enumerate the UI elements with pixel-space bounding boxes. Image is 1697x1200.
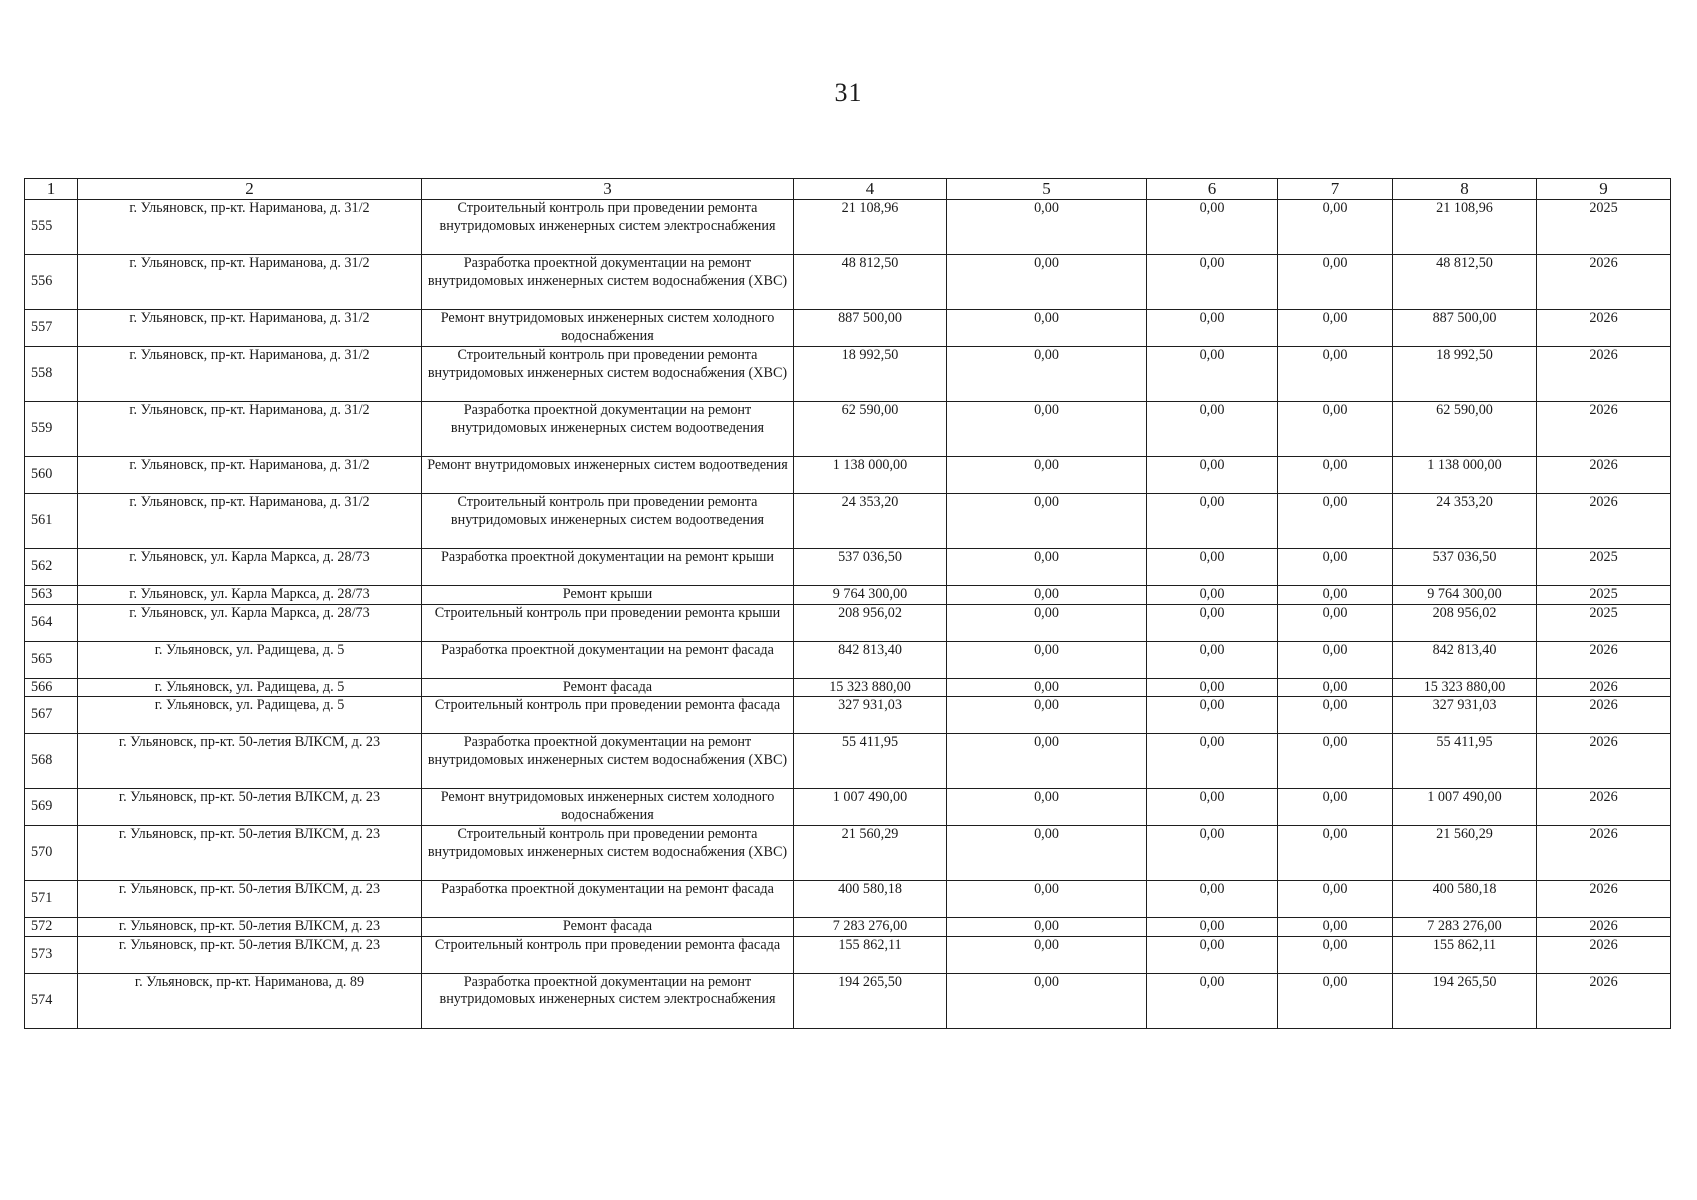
amount-col7-cell: 0,00 [1278,347,1393,402]
amount-col6-cell: 0,00 [1147,402,1278,457]
amount-col5-cell: 0,00 [947,826,1147,881]
address-cell: г. Ульяновск, пр-кт. 50-летия ВЛКСМ, д. 23 [78,918,422,937]
amount-col5-cell: 0,00 [947,734,1147,789]
year-cell: 2025 [1537,549,1671,586]
row-number-cell: 566 [25,678,78,697]
table-header-row [25,179,1671,200]
year-cell: 2026 [1537,641,1671,678]
amount-col5-cell: 0,00 [947,918,1147,937]
column-header: 5 [947,179,1147,200]
row-number-cell: 570 [25,826,78,881]
work-type-cell: Ремонт фасада [422,678,794,697]
amount-col6-cell: 0,00 [1147,734,1278,789]
address-cell: г. Ульяновск, пр-кт. Нариманова, д. 31/2 [78,347,422,402]
address-cell: г. Ульяновск, ул. Карла Маркса, д. 28/73 [78,604,422,641]
table-row [25,310,1671,347]
amount-col6-cell: 0,00 [1147,678,1278,697]
amount-col5-cell: 0,00 [947,200,1147,255]
table-row [25,918,1671,937]
year-cell: 2026 [1537,789,1671,826]
row-number-cell: 563 [25,586,78,605]
amount-col5-cell: 0,00 [947,973,1147,1028]
address-cell: г. Ульяновск, ул. Радищева, д. 5 [78,641,422,678]
address-cell: г. Ульяновск, ул. Радищева, д. 5 [78,678,422,697]
table-row [25,347,1671,402]
amount-col6-cell: 0,00 [1147,789,1278,826]
amount-col7-cell: 0,00 [1278,734,1393,789]
amount-col7-cell: 0,00 [1278,973,1393,1028]
amount-col4-cell: 62 590,00 [794,402,947,457]
work-type-cell: Разработка проектной документации на ремонт фасада [422,881,794,918]
year-cell: 2025 [1537,200,1671,255]
table-row [25,586,1671,605]
address-cell: г. Ульяновск, ул. Карла Маркса, д. 28/73 [78,586,422,605]
works-table [24,178,1671,1029]
address-cell: г. Ульяновск, пр-кт. Нариманова, д. 31/2 [78,494,422,549]
row-number-cell: 560 [25,457,78,494]
amount-col7-cell: 0,00 [1278,641,1393,678]
address-cell: г. Ульяновск, пр-кт. 50-летия ВЛКСМ, д. 23 [78,734,422,789]
row-number-cell: 572 [25,918,78,937]
column-header: 4 [794,179,947,200]
year-cell: 2026 [1537,310,1671,347]
work-type-cell: Ремонт фасада [422,918,794,937]
row-number-cell: 565 [25,641,78,678]
amount-col7-cell: 0,00 [1278,494,1393,549]
amount-col7-cell: 0,00 [1278,549,1393,586]
amount-col6-cell: 0,00 [1147,881,1278,918]
amount-col7-cell: 0,00 [1278,789,1393,826]
amount-col4-cell: 9 764 300,00 [794,586,947,605]
address-cell: г. Ульяновск, пр-кт. Нариманова, д. 31/2 [78,402,422,457]
amount-col8-cell: 327 931,03 [1393,697,1537,734]
amount-col4-cell: 537 036,50 [794,549,947,586]
amount-col5-cell: 0,00 [947,402,1147,457]
amount-col5-cell: 0,00 [947,347,1147,402]
table-row [25,936,1671,973]
row-number-cell: 574 [25,973,78,1028]
amount-col6-cell: 0,00 [1147,918,1278,937]
row-number-cell: 569 [25,789,78,826]
amount-col7-cell: 0,00 [1278,826,1393,881]
table-row [25,973,1671,1028]
amount-col7-cell: 0,00 [1278,678,1393,697]
address-cell: г. Ульяновск, ул. Карла Маркса, д. 28/73 [78,549,422,586]
amount-col4-cell: 155 862,11 [794,936,947,973]
amount-col6-cell: 0,00 [1147,973,1278,1028]
amount-col4-cell: 327 931,03 [794,697,947,734]
amount-col8-cell: 24 353,20 [1393,494,1537,549]
column-header: 9 [1537,179,1671,200]
year-cell: 2026 [1537,347,1671,402]
amount-col6-cell: 0,00 [1147,826,1278,881]
amount-col7-cell: 0,00 [1278,200,1393,255]
year-cell: 2026 [1537,697,1671,734]
amount-col6-cell: 0,00 [1147,457,1278,494]
page-number: 31 [834,78,863,107]
column-header: 1 [25,179,78,200]
amount-col8-cell: 194 265,50 [1393,973,1537,1028]
amount-col8-cell: 55 411,95 [1393,734,1537,789]
year-cell: 2026 [1537,918,1671,937]
amount-col6-cell: 0,00 [1147,641,1278,678]
row-number-cell: 556 [25,255,78,310]
amount-col4-cell: 842 813,40 [794,641,947,678]
address-cell: г. Ульяновск, пр-кт. Нариманова, д. 31/2 [78,310,422,347]
row-number-cell: 557 [25,310,78,347]
row-number-cell: 555 [25,200,78,255]
column-header: 8 [1393,179,1537,200]
work-type-cell: Разработка проектной документации на ремонт внутридомовых инженерных систем электроснабжения [422,973,794,1028]
year-cell: 2025 [1537,586,1671,605]
row-number-cell: 561 [25,494,78,549]
amount-col7-cell: 0,00 [1278,697,1393,734]
table-row [25,255,1671,310]
amount-col7-cell: 0,00 [1278,255,1393,310]
amount-col8-cell: 21 108,96 [1393,200,1537,255]
row-number-cell: 562 [25,549,78,586]
works-table-container [24,178,1670,1029]
address-cell: г. Ульяновск, пр-кт. Нариманова, д. 31/2 [78,255,422,310]
amount-col8-cell: 208 956,02 [1393,604,1537,641]
amount-col5-cell: 0,00 [947,586,1147,605]
year-cell: 2026 [1537,881,1671,918]
amount-col6-cell: 0,00 [1147,494,1278,549]
table-row [25,457,1671,494]
amount-col4-cell: 15 323 880,00 [794,678,947,697]
address-cell: г. Ульяновск, пр-кт. Нариманова, д. 89 [78,973,422,1028]
work-type-cell: Разработка проектной документации на ремонт внутридомовых инженерных систем водоснабжения (ХВС) [422,734,794,789]
amount-col8-cell: 15 323 880,00 [1393,678,1537,697]
amount-col7-cell: 0,00 [1278,402,1393,457]
table-row [25,549,1671,586]
work-type-cell: Разработка проектной документации на ремонт фасада [422,641,794,678]
amount-col6-cell: 0,00 [1147,936,1278,973]
amount-col4-cell: 887 500,00 [794,310,947,347]
amount-col8-cell: 400 580,18 [1393,881,1537,918]
year-cell: 2026 [1537,936,1671,973]
column-header: 6 [1147,179,1278,200]
row-number-cell: 564 [25,604,78,641]
amount-col8-cell: 21 560,29 [1393,826,1537,881]
amount-col5-cell: 0,00 [947,641,1147,678]
table-row [25,604,1671,641]
address-cell: г. Ульяновск, пр-кт. 50-летия ВЛКСМ, д. 23 [78,881,422,918]
column-header: 7 [1278,179,1393,200]
row-number-cell: 568 [25,734,78,789]
work-type-cell: Ремонт крыши [422,586,794,605]
address-cell: г. Ульяновск, пр-кт. Нариманова, д. 31/2 [78,457,422,494]
amount-col5-cell: 0,00 [947,310,1147,347]
work-type-cell: Ремонт внутридомовых инженерных систем холодного водоснабжения [422,310,794,347]
address-cell: г. Ульяновск, ул. Радищева, д. 5 [78,697,422,734]
column-header: 3 [422,179,794,200]
amount-col5-cell: 0,00 [947,936,1147,973]
amount-col7-cell: 0,00 [1278,457,1393,494]
amount-col4-cell: 208 956,02 [794,604,947,641]
amount-col5-cell: 0,00 [947,678,1147,697]
amount-col6-cell: 0,00 [1147,604,1278,641]
year-cell: 2026 [1537,678,1671,697]
amount-col6-cell: 0,00 [1147,697,1278,734]
work-type-cell: Разработка проектной документации на ремонт внутридомовых инженерных систем водоснабжения (ХВС) [422,255,794,310]
year-cell: 2026 [1537,255,1671,310]
table-row [25,641,1671,678]
amount-col5-cell: 0,00 [947,549,1147,586]
work-type-cell: Строительный контроль при проведении ремонта крыши [422,604,794,641]
amount-col5-cell: 0,00 [947,881,1147,918]
row-number-cell: 558 [25,347,78,402]
amount-col4-cell: 21 560,29 [794,826,947,881]
amount-col4-cell: 7 283 276,00 [794,918,947,937]
column-header: 2 [78,179,422,200]
amount-col8-cell: 1 138 000,00 [1393,457,1537,494]
amount-col5-cell: 0,00 [947,604,1147,641]
amount-col7-cell: 0,00 [1278,918,1393,937]
year-cell: 2026 [1537,734,1671,789]
amount-col8-cell: 9 764 300,00 [1393,586,1537,605]
amount-col7-cell: 0,00 [1278,881,1393,918]
amount-col8-cell: 155 862,11 [1393,936,1537,973]
amount-col4-cell: 194 265,50 [794,973,947,1028]
amount-col7-cell: 0,00 [1278,586,1393,605]
amount-col8-cell: 887 500,00 [1393,310,1537,347]
address-cell: г. Ульяновск, пр-кт. 50-летия ВЛКСМ, д. 23 [78,936,422,973]
address-cell: г. Ульяновск, пр-кт. 50-летия ВЛКСМ, д. 23 [78,826,422,881]
amount-col8-cell: 7 283 276,00 [1393,918,1537,937]
row-number-cell: 571 [25,881,78,918]
amount-col4-cell: 55 411,95 [794,734,947,789]
amount-col5-cell: 0,00 [947,789,1147,826]
amount-col4-cell: 400 580,18 [794,881,947,918]
amount-col8-cell: 18 992,50 [1393,347,1537,402]
year-cell: 2026 [1537,457,1671,494]
amount-col4-cell: 24 353,20 [794,494,947,549]
table-row [25,494,1671,549]
amount-col4-cell: 21 108,96 [794,200,947,255]
table-row [25,826,1671,881]
work-type-cell: Разработка проектной документации на ремонт крыши [422,549,794,586]
amount-col6-cell: 0,00 [1147,255,1278,310]
table-row [25,734,1671,789]
amount-col4-cell: 1 007 490,00 [794,789,947,826]
amount-col7-cell: 0,00 [1278,604,1393,641]
amount-col8-cell: 62 590,00 [1393,402,1537,457]
work-type-cell: Ремонт внутридомовых инженерных систем холодного водоснабжения [422,789,794,826]
amount-col5-cell: 0,00 [947,255,1147,310]
work-type-cell: Строительный контроль при проведении ремонта внутридомовых инженерных систем водоснабжения (ХВС) [422,826,794,881]
work-type-cell: Строительный контроль при проведении ремонта внутридомовых инженерных систем водоснабжения (ХВС) [422,347,794,402]
table-row [25,697,1671,734]
address-cell: г. Ульяновск, пр-кт. Нариманова, д. 31/2 [78,200,422,255]
work-type-cell: Строительный контроль при проведении ремонта внутридомовых инженерных систем водоотведения [422,494,794,549]
row-number-cell: 573 [25,936,78,973]
year-cell: 2026 [1537,973,1671,1028]
amount-col5-cell: 0,00 [947,697,1147,734]
address-cell: г. Ульяновск, пр-кт. 50-летия ВЛКСМ, д. 23 [78,789,422,826]
amount-col5-cell: 0,00 [947,457,1147,494]
amount-col8-cell: 48 812,50 [1393,255,1537,310]
amount-col4-cell: 48 812,50 [794,255,947,310]
year-cell: 2026 [1537,494,1671,549]
table-row [25,678,1671,697]
year-cell: 2026 [1537,826,1671,881]
year-cell: 2025 [1537,604,1671,641]
table-body [25,200,1671,1029]
year-cell: 2026 [1537,402,1671,457]
amount-col6-cell: 0,00 [1147,549,1278,586]
amount-col8-cell: 1 007 490,00 [1393,789,1537,826]
amount-col8-cell: 537 036,50 [1393,549,1537,586]
table-row [25,200,1671,255]
table-row [25,881,1671,918]
amount-col4-cell: 1 138 000,00 [794,457,947,494]
table-row [25,402,1671,457]
amount-col6-cell: 0,00 [1147,347,1278,402]
amount-col4-cell: 18 992,50 [794,347,947,402]
amount-col6-cell: 0,00 [1147,586,1278,605]
work-type-cell: Строительный контроль при проведении ремонта внутридомовых инженерных систем электроснабжения [422,200,794,255]
work-type-cell: Разработка проектной документации на ремонт внутридомовых инженерных систем водоотведения [422,402,794,457]
table-row [25,789,1671,826]
amount-col6-cell: 0,00 [1147,200,1278,255]
work-type-cell: Строительный контроль при проведении ремонта фасада [422,697,794,734]
work-type-cell: Ремонт внутридомовых инженерных систем водоотведения [422,457,794,494]
row-number-cell: 559 [25,402,78,457]
amount-col6-cell: 0,00 [1147,310,1278,347]
amount-col7-cell: 0,00 [1278,310,1393,347]
amount-col7-cell: 0,00 [1278,936,1393,973]
amount-col8-cell: 842 813,40 [1393,641,1537,678]
row-number-cell: 567 [25,697,78,734]
work-type-cell: Строительный контроль при проведении ремонта фасада [422,936,794,973]
amount-col5-cell: 0,00 [947,494,1147,549]
